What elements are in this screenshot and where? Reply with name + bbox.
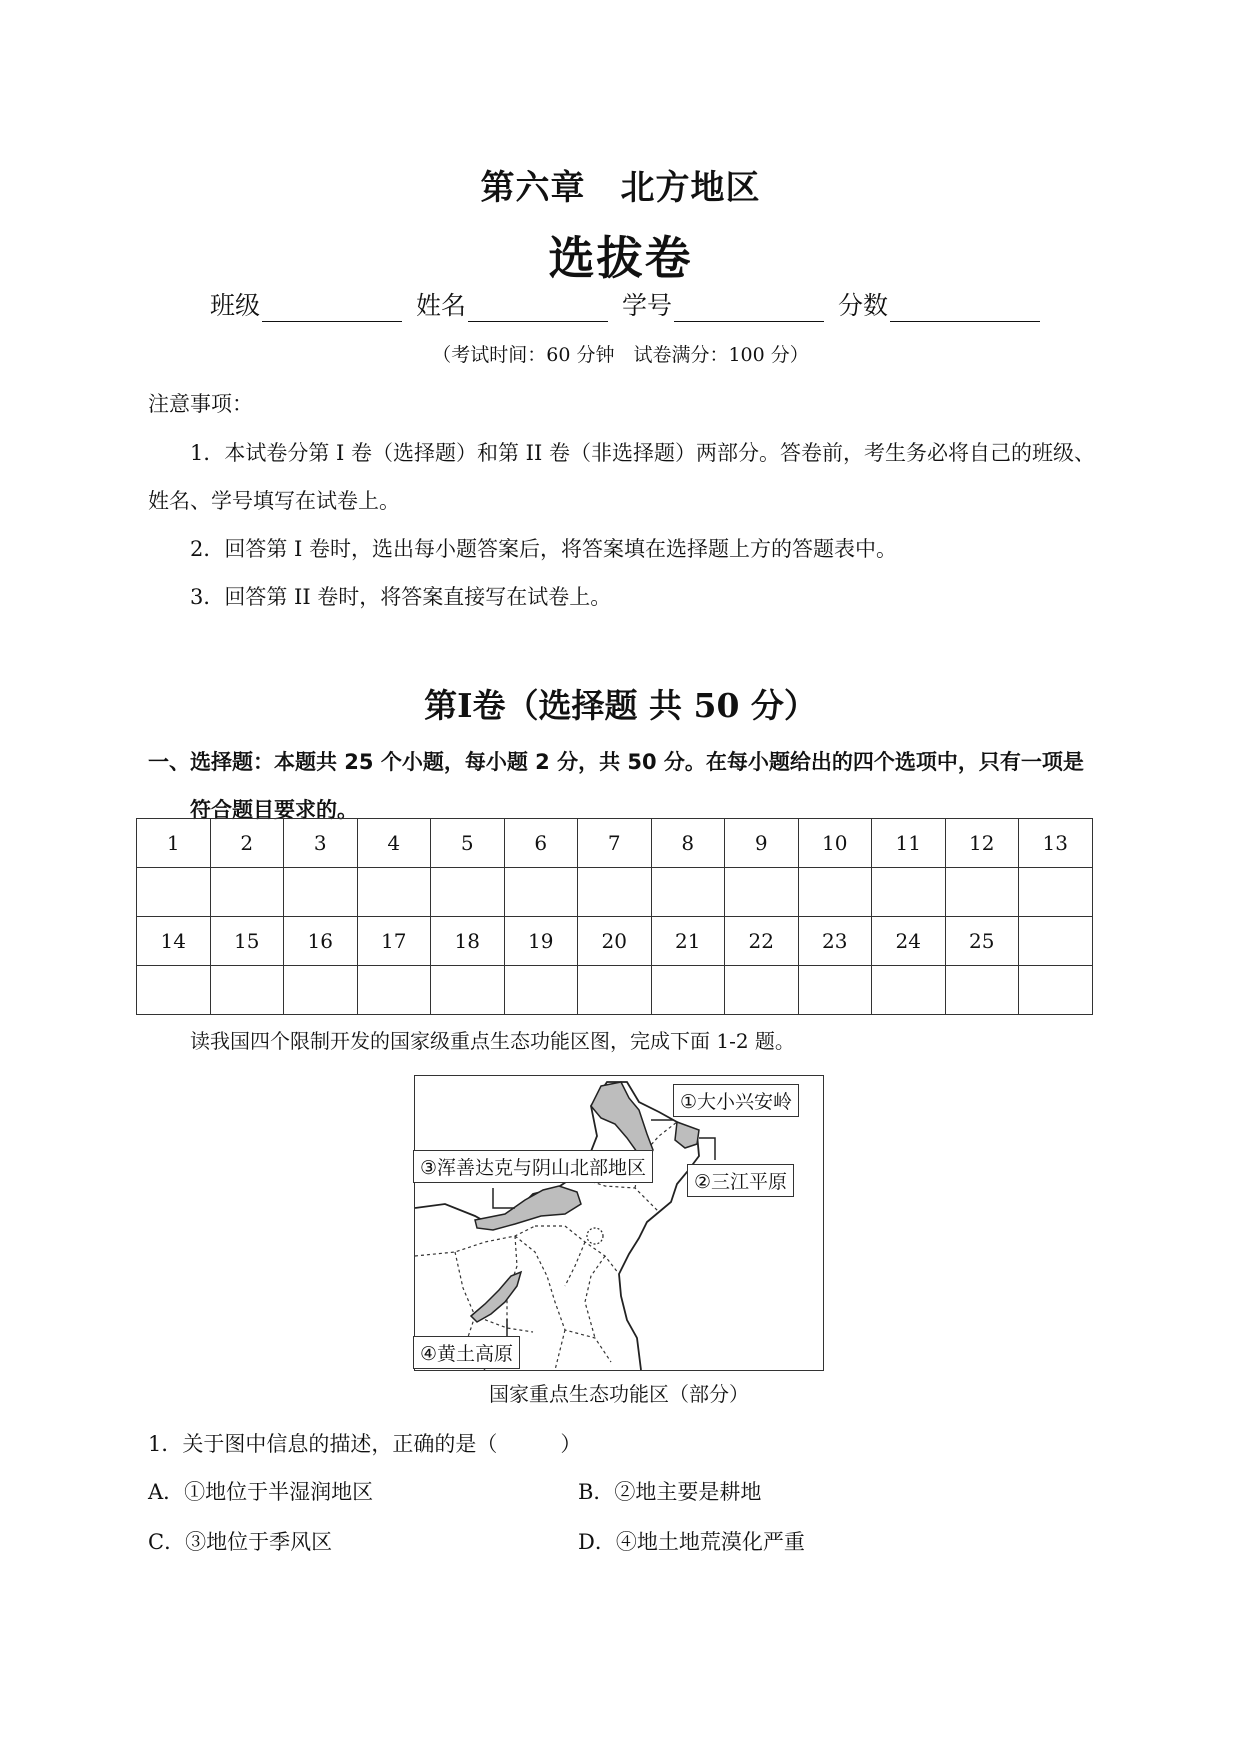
answer-cell[interactable] (137, 868, 211, 917)
class-blank[interactable] (262, 295, 402, 322)
answer-cell[interactable] (210, 868, 284, 917)
answer-number: 20 (578, 917, 652, 966)
answer-cell[interactable] (578, 966, 652, 1015)
answer-number: 4 (357, 819, 431, 868)
answer-cell[interactable] (284, 868, 358, 917)
answer-number: 24 (872, 917, 946, 966)
answer-cell[interactable] (431, 966, 505, 1015)
answer-number: 1 (137, 819, 211, 868)
zone-2-label: ②三江平原 (687, 1164, 794, 1197)
answer-table (136, 818, 1093, 1015)
answer-cell[interactable] (578, 868, 652, 917)
class-label: 班级 (210, 291, 261, 320)
name-field[interactable] (416, 286, 608, 322)
answer-cell[interactable] (872, 966, 946, 1015)
answer-number: 18 (431, 917, 505, 966)
zone-1-label: ①大小兴安岭 (673, 1084, 799, 1117)
answer-cell[interactable] (357, 966, 431, 1015)
answer-cell[interactable] (1019, 868, 1093, 917)
answer-number: 2 (210, 819, 284, 868)
answer-cell[interactable] (798, 868, 872, 917)
answer-number: 22 (725, 917, 799, 966)
answer-cell[interactable] (945, 868, 1019, 917)
answer-number: 5 (431, 819, 505, 868)
zone-3-label: ③浑善达克与阴山北部地区 (413, 1150, 653, 1183)
answer-number: 9 (725, 819, 799, 868)
chapter-title: 第六章 北方地区 (480, 168, 761, 208)
answer-number: 23 (798, 917, 872, 966)
answer-number: 16 (284, 917, 358, 966)
score-field[interactable] (838, 286, 1040, 322)
answer-number: 12 (945, 819, 1019, 868)
answer-cell[interactable] (284, 966, 358, 1015)
page-title: 选拔卷 (548, 231, 693, 285)
answer-number: 7 (578, 819, 652, 868)
class-field[interactable] (210, 286, 402, 322)
answer-input-row (137, 868, 1093, 917)
city-marker (587, 1228, 603, 1244)
question-1-stem: 1．关于图中信息的描述，正确的是（ ） (148, 1432, 582, 1456)
map-caption: 国家重点生态功能区（部分） (489, 1382, 749, 1406)
answer-number: 13 (1019, 819, 1093, 868)
answer-cell[interactable] (651, 966, 725, 1015)
name-label: 姓名 (416, 291, 467, 320)
answer-cell[interactable] (357, 868, 431, 917)
zone-4-shape (471, 1272, 521, 1322)
answer-number: 10 (798, 819, 872, 868)
student-id-blank[interactable] (674, 295, 824, 322)
notice-item-2: 2．回答第 I 卷时，选出每小题答案后，将答案填在选择题上方的答题表中。 (190, 537, 898, 561)
answer-number: 14 (137, 917, 211, 966)
section-title: 第I卷（选择题 共 50 分） (424, 686, 817, 725)
zone-4-label: ④黄土高原 (413, 1336, 520, 1369)
answer-cell[interactable] (651, 868, 725, 917)
answer-number: 25 (945, 917, 1019, 966)
answer-cell[interactable] (725, 868, 799, 917)
answer-number: 3 (284, 819, 358, 868)
name-blank[interactable] (468, 295, 608, 322)
map-intro: 读我国四个限制开发的国家级重点生态功能区图，完成下面 1-2 题。 (190, 1029, 795, 1053)
answer-number: 19 (504, 917, 578, 966)
student-info-row (210, 286, 1054, 322)
answer-number: 8 (651, 819, 725, 868)
zone-1-shape (591, 1082, 653, 1158)
notice-item-1: 1．本试卷分第 I 卷（选择题）和第 II 卷（非选择题）两部分。答卷前，考生务必将自己的班级、姓名、学号填写在试卷上。 (148, 441, 1095, 513)
answer-cell[interactable] (945, 966, 1019, 1015)
answer-cell[interactable] (872, 868, 946, 917)
map-border (415, 1082, 699, 1370)
answer-number: 17 (357, 917, 431, 966)
instructions-line-1: 一、选择题：本题共 25 个小题，每小题 2 分，共 50 分。在每小题给出的四个选项中，只有一项是 (148, 750, 1084, 774)
answer-input-row (137, 966, 1093, 1015)
score-label: 分数 (838, 291, 889, 320)
answer-cell[interactable] (210, 966, 284, 1015)
answer-number: 21 (651, 917, 725, 966)
instructions-line-2: 符合题目要求的。 (190, 798, 358, 822)
answer-cell[interactable] (725, 966, 799, 1015)
answer-cell[interactable] (431, 868, 505, 917)
answer-number: 6 (504, 819, 578, 868)
answer-cell[interactable] (798, 966, 872, 1015)
student-id-field[interactable] (622, 286, 824, 322)
answer-cell[interactable] (504, 966, 578, 1015)
option-a[interactable]: A．①地位于半湿润地区 (148, 1480, 374, 1504)
map-drawing (415, 1076, 823, 1370)
zone-2-shape (675, 1122, 699, 1148)
eco-function-zone-map (414, 1075, 824, 1371)
answer-number-row (137, 917, 1093, 966)
notice-item-3: 3．回答第 II 卷时，将答案直接写在试卷上。 (190, 585, 612, 609)
answer-cell[interactable] (1019, 966, 1093, 1015)
answer-cell[interactable] (504, 868, 578, 917)
option-b[interactable]: B．②地主要是耕地 (578, 1480, 762, 1504)
option-c[interactable]: C．③地位于季风区 (148, 1530, 333, 1554)
zone-3-shape (475, 1186, 581, 1230)
answer-cell[interactable] (137, 966, 211, 1015)
student-id-label: 学号 (622, 291, 673, 320)
answer-number (1019, 917, 1093, 966)
exam-time: （考试时间：60 分钟 试卷满分：100 分） (432, 344, 809, 366)
option-d[interactable]: D．④地土地荒漠化严重 (578, 1530, 805, 1554)
answer-number-row (137, 819, 1093, 868)
notice-heading: 注意事项： (148, 392, 253, 416)
answer-number: 11 (872, 819, 946, 868)
answer-number: 15 (210, 917, 284, 966)
score-blank[interactable] (890, 295, 1040, 322)
